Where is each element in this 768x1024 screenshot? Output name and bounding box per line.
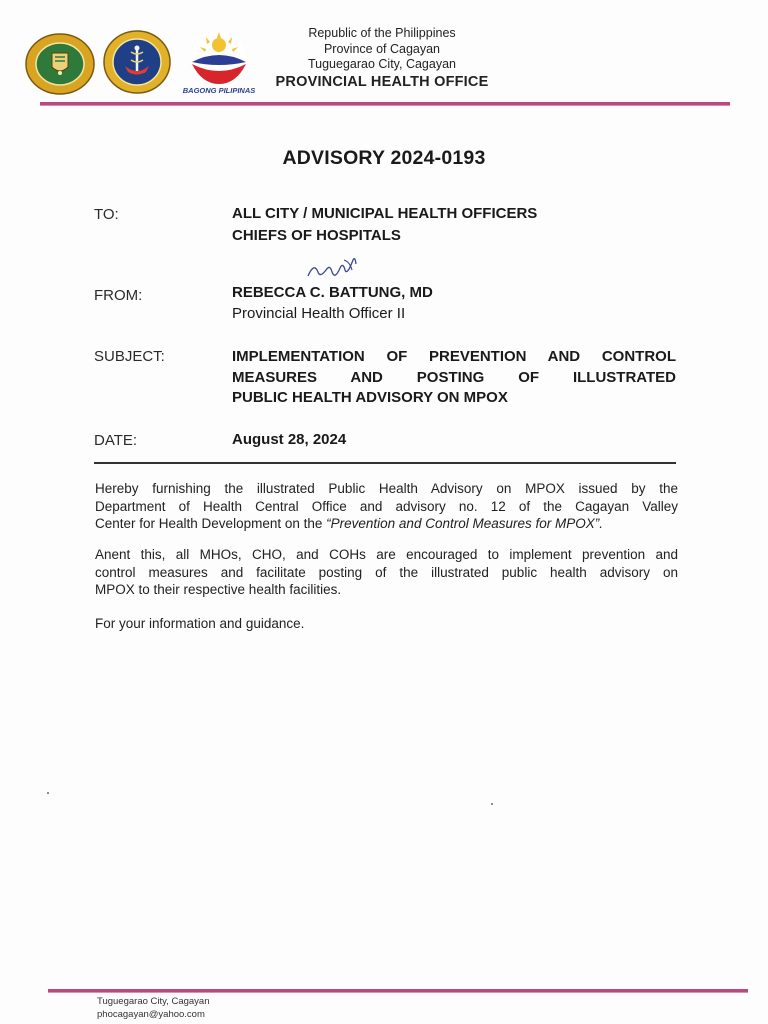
- header-divider: [94, 462, 676, 464]
- footer-address: Tuguegarao City, Cagayan: [97, 996, 210, 1007]
- paragraph-1-line-3-start: Center for Health Development on the: [95, 516, 327, 531]
- paragraph-1-quoted-title: “Prevention and Control Measures for MPOX”.: [326, 516, 604, 531]
- scan-speck: [491, 803, 493, 805]
- footer: [97, 995, 209, 1021]
- to-line-1: ALL CITY / MUNICIPAL HEALTH OFFICERS: [232, 205, 538, 222]
- letterhead-city: Tuguegarao City, Cagayan: [307, 57, 456, 71]
- to-line-2: CHIEFS OF HOSPITALS: [232, 227, 401, 244]
- paragraph-2-line-2: control measures and facilitate posting of the illustrated public health advisory on: [95, 564, 678, 580]
- paragraph-1-line-3: [95, 515, 678, 533]
- letterhead-office: PROVINCIAL HEALTH OFFICE: [275, 73, 489, 90]
- subject-line-2: MEASURES AND POSTING OF ILLUSTRATED: [232, 368, 676, 386]
- paragraph-1-line-1: Hereby furnishing the illustrated Public Health Advisory on MPOX issued by the: [95, 481, 678, 496]
- paragraph-2-line-3: MPOX to their respective health facilities.: [95, 582, 342, 597]
- paragraph-2: [95, 546, 678, 599]
- subject-label: SUBJECT:: [94, 348, 165, 365]
- footer-email: phocagayan@yahoo.com: [97, 1009, 205, 1020]
- to-label: TO:: [94, 206, 119, 223]
- letterhead-province: Province of Cagayan: [323, 41, 441, 56]
- bagong-pilipinas-text: BAGONG PILIPINAS: [182, 86, 256, 95]
- advisory-title: ADVISORY 2024-0193: [282, 147, 486, 169]
- subject-line-3: PUBLIC HEALTH ADVISORY ON MPOX: [232, 389, 508, 406]
- from-title: Provincial Health Officer II: [232, 305, 406, 322]
- letterhead-text: [262, 26, 502, 91]
- from-label: FROM:: [94, 287, 143, 304]
- province-seal-icon: [25, 33, 95, 95]
- paragraph-3: [95, 615, 678, 633]
- paragraph-1-line-2: Department of Health Central Office and advisory no. 12 of the Cagayan Valley: [95, 498, 678, 514]
- paragraph-1: [95, 480, 678, 533]
- letterhead-country: Republic of the Philippines: [308, 26, 456, 40]
- date-label: DATE:: [94, 432, 138, 449]
- header-rule: [40, 102, 730, 106]
- paragraph-2-line-1: Anent this, all MHOs, CHO, and COHs are encouraged to implement prevention and: [95, 547, 678, 562]
- from-name: REBECCA C. BATTUNG, MD: [232, 284, 433, 301]
- bagong-pilipinas-logo-icon: [178, 28, 260, 96]
- subject-line-1: IMPLEMENTATION OF PREVENTION AND CONTROL: [232, 348, 676, 365]
- scan-speck: [47, 792, 49, 794]
- subject-text: [232, 347, 676, 409]
- health-office-seal-icon: [103, 30, 171, 94]
- footer-rule: [48, 989, 748, 993]
- paragraph-3-line-1: For your information and guidance.: [95, 616, 305, 631]
- date-value: August 28, 2024: [232, 431, 347, 448]
